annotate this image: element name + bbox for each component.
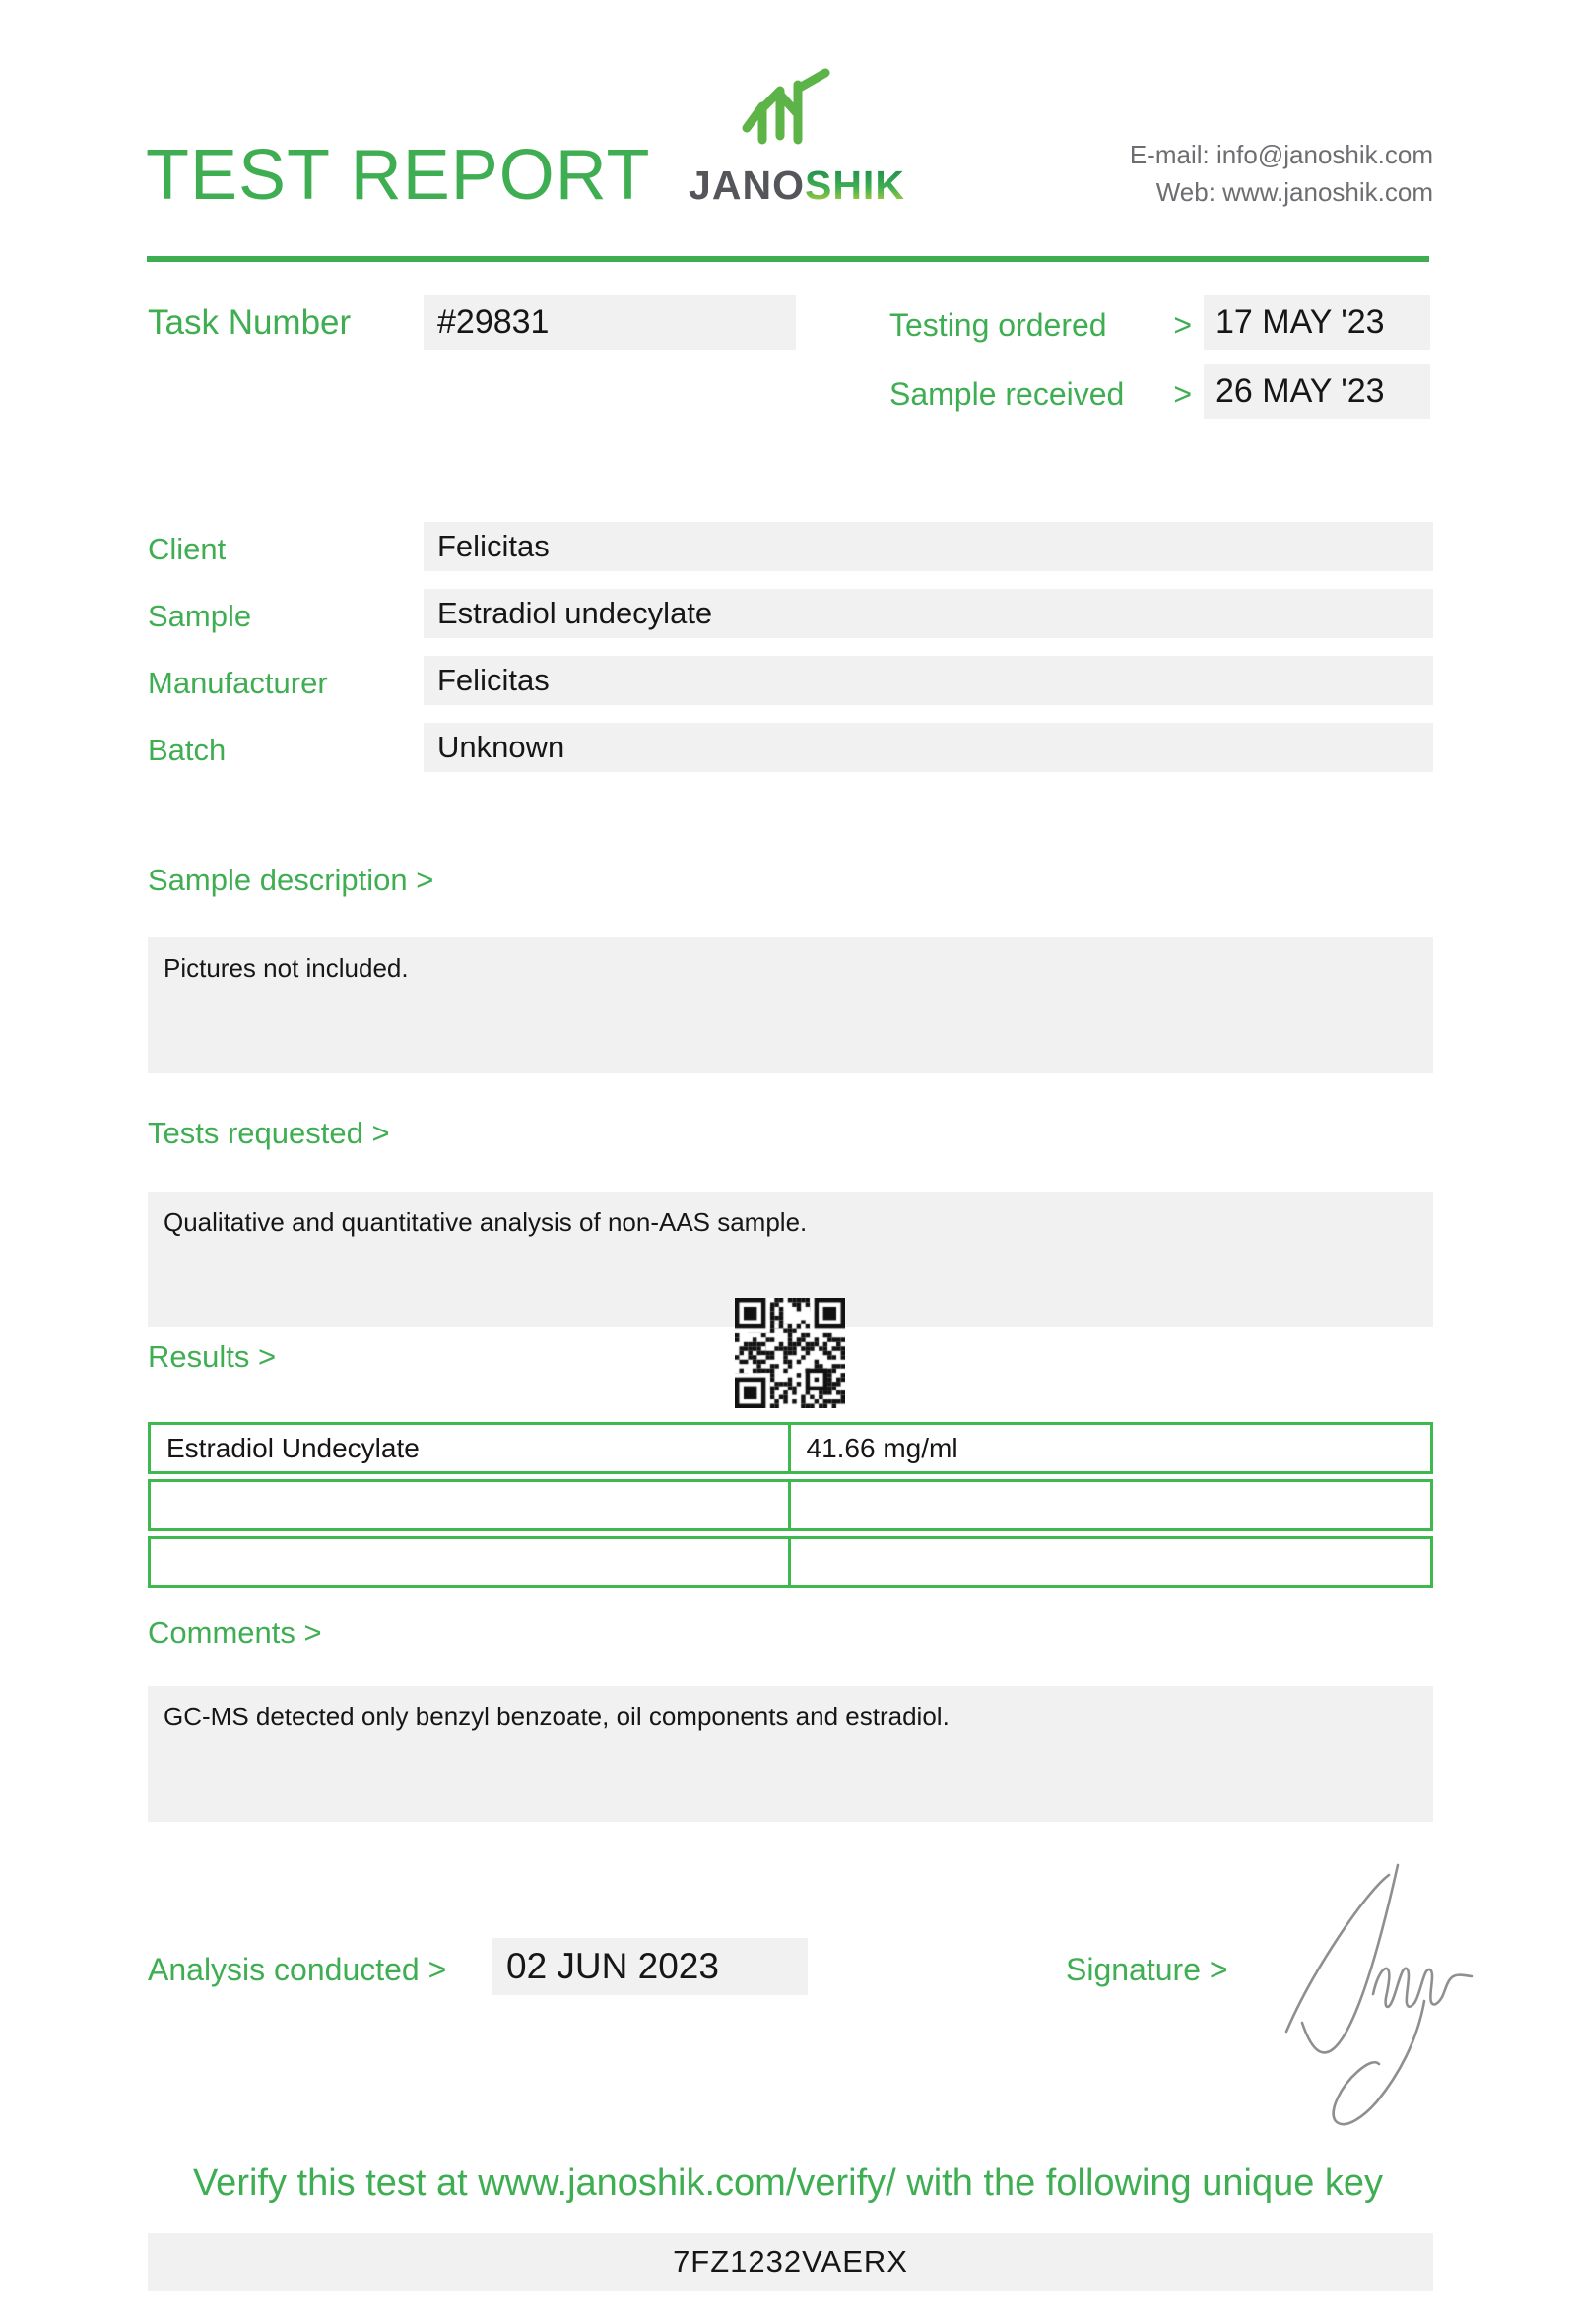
handwritten-signature bbox=[1279, 1853, 1476, 2144]
sample-value: Estradiol undecylate bbox=[424, 589, 1433, 638]
batch-value: Unknown bbox=[424, 723, 1433, 772]
table-row bbox=[148, 1536, 1433, 1588]
qr-code bbox=[735, 1298, 845, 1408]
result-value: 41.66 mg/ml bbox=[806, 1432, 958, 1463]
comments-box: GC-MS detected only benzyl benzoate, oil components and estradiol. bbox=[148, 1686, 1433, 1822]
testing-ordered-label: Testing ordered > bbox=[889, 307, 1192, 343]
result-value bbox=[791, 1482, 1431, 1528]
results-heading: Results > bbox=[148, 1339, 277, 1374]
verify-instruction: Verify this test at www.janoshik.com/verify/ with the following unique key bbox=[192, 2163, 1384, 2204]
chevron-right-icon: > bbox=[1173, 376, 1192, 412]
tests-requested-heading: Tests requested > bbox=[148, 1116, 390, 1150]
client-label: Client bbox=[148, 532, 227, 566]
result-substance bbox=[151, 1539, 791, 1585]
analysis-date-value: 02 JUN 2023 bbox=[492, 1938, 808, 1995]
results-table bbox=[148, 1422, 1433, 1593]
page-title: TEST REPORT bbox=[146, 136, 651, 215]
sample-received-label: Sample received > bbox=[889, 376, 1192, 412]
sample-label: Sample bbox=[148, 599, 252, 633]
testing-ordered-value: 17 MAY '23 bbox=[1204, 295, 1430, 350]
sample-received-value: 26 MAY '23 bbox=[1204, 364, 1430, 419]
contact-email: E-mail: info@janoshik.com bbox=[1129, 140, 1433, 169]
verify-key-value: 7FZ1232VAERX bbox=[148, 2233, 1433, 2291]
client-value: Felicitas bbox=[424, 522, 1433, 571]
sample-description-heading: Sample description > bbox=[148, 863, 434, 897]
chevron-right-icon: > bbox=[1173, 307, 1192, 343]
manufacturer-label: Manufacturer bbox=[148, 666, 328, 700]
manufacturer-value: Felicitas bbox=[424, 656, 1433, 705]
comments-heading: Comments > bbox=[148, 1615, 322, 1649]
analysis-conducted-label: Analysis conducted > bbox=[148, 1952, 447, 1987]
header-divider bbox=[147, 256, 1429, 262]
signature-label: Signature > bbox=[1066, 1952, 1228, 1987]
chart-line-icon bbox=[739, 67, 833, 166]
table-row bbox=[148, 1479, 1433, 1531]
logo-text-jano: JANO bbox=[689, 162, 805, 208]
result-substance: Estradiol Undecylate bbox=[151, 1425, 791, 1471]
contact-block bbox=[1130, 136, 1433, 211]
batch-label: Batch bbox=[148, 733, 227, 767]
tests-requested-box: Qualitative and quantitative analysis of non-AAS sample. bbox=[148, 1192, 1433, 1327]
result-value bbox=[791, 1539, 1431, 1585]
contact-web: Web: www.janoshik.com bbox=[1155, 177, 1433, 207]
task-number-value: #29831 bbox=[424, 295, 796, 350]
logo-text-shik: SHIK bbox=[804, 162, 905, 208]
result-substance bbox=[151, 1482, 791, 1528]
table-row bbox=[148, 1422, 1433, 1474]
sample-description-box: Pictures not included. bbox=[148, 937, 1433, 1073]
task-number-label: Task Number bbox=[148, 303, 352, 342]
logo-wordmark bbox=[686, 163, 908, 208]
